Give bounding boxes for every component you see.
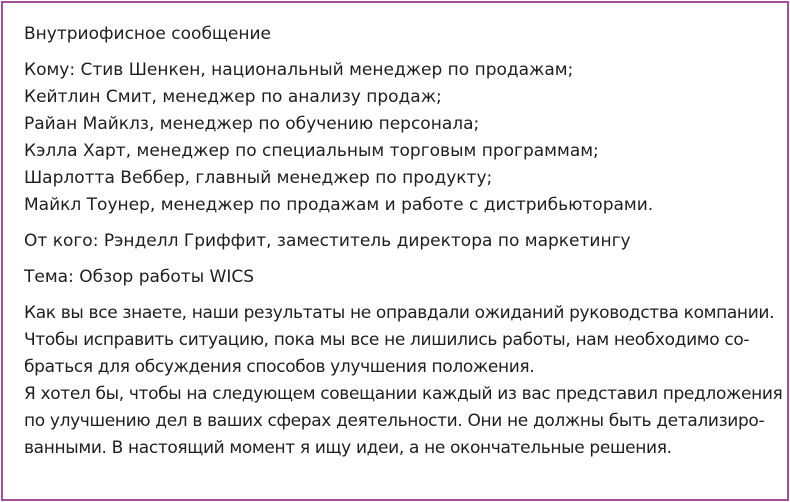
recipient-line: Кейтлин Смит, менеджер по анализу продаж; [24,87,442,107]
memo-content [24,3,783,462]
recipient-line: Кому: Стив Шенкен, национальный менеджер по продажам; [24,60,574,80]
recipient-line: Кэлла Харт, менеджер по специальным торговым программам; [24,141,599,161]
body-line: Я хотел бы, чтобы на следующем совещании каждый из вас представил предложения [24,384,783,404]
memo-title: Внутриофисное сообщение [24,24,272,44]
memo-body [24,300,783,462]
memo-frame [1,1,789,501]
sender-line: От кого: Рэнделл Гриффит, заместитель директора по маркетингу [24,231,631,251]
body-line: по улучшению дел в ваших сферах деятельности. Они не должны быть детализиро- [24,411,765,431]
recipient-line: Шарлотта Веббер, главный менеджер по продукту; [24,168,493,188]
body-line: браться для обсуждения способов улучшения положения. [24,357,535,377]
body-line: Чтобы исправить ситуацию, пока мы все не лишились работы, нам необходимо со- [24,330,750,350]
recipients-block [24,57,777,219]
body-line: Как вы все знаете, наши результаты не оправдали ожиданий руководства компании. [24,303,775,323]
body-line: ванными. В настоящий момент я ищу идеи, а не окончательные решения. [24,438,672,458]
recipient-line: Райан Майклз, менеджер по обучению персонала; [24,114,480,134]
subject-line: Тема: Обзор работы WICS [24,267,255,287]
recipient-line: Майкл Тоунер, менеджер по продажам и работе с дистрибьюторами. [24,195,654,215]
